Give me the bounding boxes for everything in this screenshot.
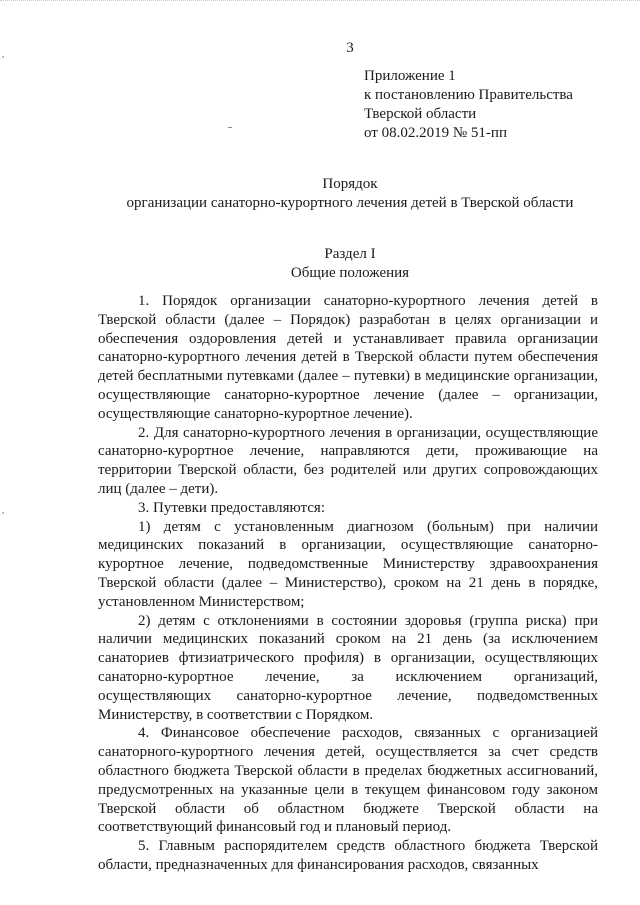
paragraph: 1) детям с установленным диагнозом (больным) при наличии медицинских показаний в организации, осуществляющие санаторно-курортное лечение, подведомственные Министерству здравоохранения Тверской области (далее – Министерство), сроком на 21 день в порядке, установленном Министерством; <box>98 518 598 610</box>
paragraph: 3. Путевки предоставляются: <box>138 499 325 516</box>
appendix-line: Приложение 1 <box>364 68 456 84</box>
section-number: Раздел I <box>324 246 376 262</box>
appendix-line: Тверской области <box>364 106 477 122</box>
appendix-line: от 08.02.2019 № 51-пп <box>364 125 507 141</box>
paragraph: 1. Порядок организации санаторно-курортного лечения детей в Тверской области (далее – Порядок) разработан в целях организации и обеспечения оздоровления детей и устанавливает правила организации санаторно-курортного лечения детей в Тверской области путем обеспечения детей бесплатными путевками (далее – путевки) в медицинские организации, осуществляющие санаторно-курортное лечение (далее – организации, осуществляющие санаторно-курортное лечение). <box>98 293 598 422</box>
document-body <box>98 292 598 875</box>
appendix-line: к постановлению Правительства <box>364 87 573 103</box>
paragraph: 4. Финансовое обеспечение расходов, связанных с организацией санаторного-курортного лечения детей, осуществляется за счет средств областного бюджета Тверской области в пределах бюджетных ассигнований, предусмотренных на указанные цели в текущем финансовом году законом Тверской области об областном бюджете Тверской области на соответствующий финансовый год и плановый период. <box>98 725 598 836</box>
title-line: организации санаторно-курортного лечения детей в Тверской области <box>126 195 574 211</box>
scan-artifact <box>2 512 4 514</box>
appendix-block <box>364 67 634 143</box>
section-name: Общие положения <box>290 265 410 281</box>
paragraph: 5. Главным распорядителем средств областного бюджета Тверской области, предназначенных для финансирования расходов, связанных <box>98 838 598 873</box>
title-line: Порядок <box>322 176 378 192</box>
paragraph: 2. Для санаторно-курортного лечения в организации, осуществляющие санаторно-курортное лечение, направляются дети, проживающие на территории Тверской области, без родителей или других сопровождающих лиц (далее – дети). <box>98 424 598 497</box>
document-title <box>0 175 640 213</box>
scan-edge <box>0 0 640 7</box>
section-heading <box>0 245 640 283</box>
page-number: 3 <box>346 40 354 56</box>
scan-artifact <box>228 127 232 128</box>
paragraph: 2) детям с отклонениями в состоянии здоровья (группа риска) при наличии медицинских показаний сроком на 21 день (за исключением санаториев фтизиатрического профиля) в организации, осуществляющих санаторно-курортное лечение, за исключением организаций, осуществляющих санаторно-курортное лечение, подведомственных Министерству, в соответствии с Порядком. <box>98 612 598 723</box>
